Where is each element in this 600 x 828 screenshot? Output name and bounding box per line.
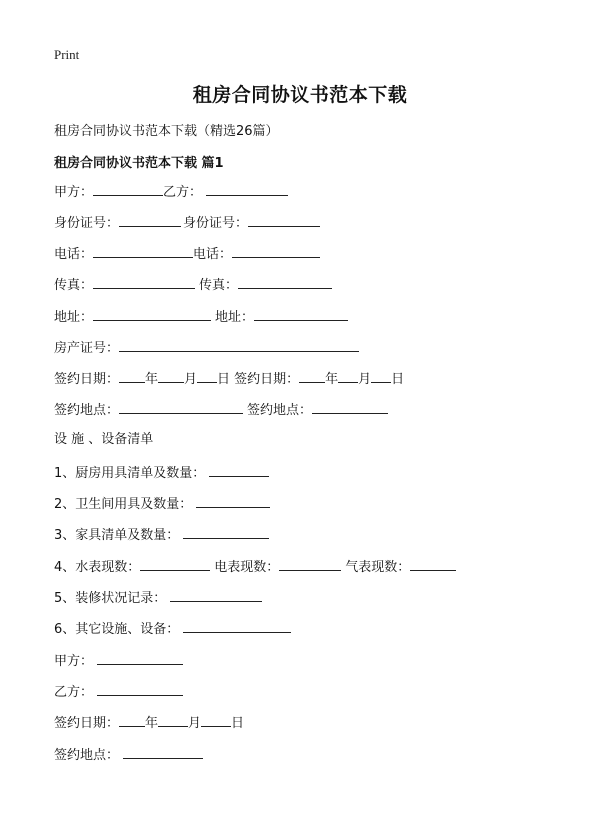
row-item4 xyxy=(54,557,456,577)
day-label: 日 xyxy=(391,372,405,387)
property-cert-label: 房产证号： xyxy=(54,341,120,356)
fax-a-field[interactable] xyxy=(93,275,195,289)
property-cert-field[interactable] xyxy=(119,338,359,352)
phone-b-label: 电话： xyxy=(193,247,233,262)
row-item1 xyxy=(54,463,269,483)
item4-electric-label: 电表现数： xyxy=(214,560,280,575)
address-b-label: 地址： xyxy=(215,310,255,325)
item5-label: 5、装修状况记录： xyxy=(54,591,167,606)
phone-a-label: 电话： xyxy=(54,247,94,262)
row-final-sign-date xyxy=(54,713,244,733)
year-label: 年 xyxy=(145,716,159,731)
item6-label: 6、其它设施、设备： xyxy=(54,622,180,637)
item1-field[interactable] xyxy=(209,463,269,477)
sign-date-a-day-field[interactable] xyxy=(197,369,217,383)
item3-label: 3、家具清单及数量： xyxy=(54,528,180,543)
party-a-sign-field[interactable] xyxy=(97,651,183,665)
row-parties xyxy=(54,182,288,202)
day-label: 日 xyxy=(231,716,245,731)
facilities-title xyxy=(54,431,153,449)
final-sign-date-month-field[interactable] xyxy=(158,713,188,727)
facilities-title-label: 设 施 、设备清单 xyxy=(54,432,154,447)
item4-water-label: 4、水表现数： xyxy=(54,560,141,575)
sign-date-b-year-field[interactable] xyxy=(299,369,325,383)
sign-date-b-month-field[interactable] xyxy=(338,369,358,383)
month-label: 月 xyxy=(184,372,198,387)
final-sign-place-label: 签约地点： xyxy=(54,748,120,763)
id-number-a-label: 身份证号： xyxy=(54,216,120,231)
print-link[interactable]: Print xyxy=(54,47,80,62)
party-a-sign-label: 甲方： xyxy=(54,654,94,669)
sign-date-b-day-field[interactable] xyxy=(371,369,391,383)
month-label: 月 xyxy=(358,372,372,387)
sign-place-b-field[interactable] xyxy=(312,400,388,414)
sign-place-a-label: 签约地点： xyxy=(54,403,120,418)
row-id-numbers xyxy=(54,213,320,233)
item5-field[interactable] xyxy=(170,588,262,602)
day-label: 日 xyxy=(217,372,231,387)
item1-label: 1、厨房用具清单及数量： xyxy=(54,466,206,481)
sign-date-a-year-field[interactable] xyxy=(119,369,145,383)
address-b-field[interactable] xyxy=(254,307,348,321)
year-label: 年 xyxy=(145,372,159,387)
sign-place-b-label: 签约地点： xyxy=(247,403,313,418)
id-number-b-label: 身份证号： xyxy=(183,216,249,231)
row-item6 xyxy=(54,619,291,639)
party-b-sign-field[interactable] xyxy=(97,682,183,696)
row-phones xyxy=(54,244,320,264)
row-sign-places xyxy=(54,400,388,420)
sign-date-b-label: 签约日期： xyxy=(234,372,300,387)
item2-label: 2、卫生间用具及数量： xyxy=(54,497,193,512)
item4-gas-field[interactable] xyxy=(410,557,456,571)
id-number-a-field[interactable] xyxy=(119,213,181,227)
row-item2 xyxy=(54,494,270,514)
final-sign-date-day-field[interactable] xyxy=(201,713,231,727)
fax-b-field[interactable] xyxy=(238,275,332,289)
item3-field[interactable] xyxy=(183,525,269,539)
item4-electric-field[interactable] xyxy=(279,557,341,571)
row-item5 xyxy=(54,588,262,608)
row-party-b-sign xyxy=(54,682,183,702)
row-faxes xyxy=(54,275,332,295)
item4-gas-label: 气表现数： xyxy=(345,560,411,575)
row-sign-dates xyxy=(54,369,404,389)
final-sign-date-year-field[interactable] xyxy=(119,713,145,727)
final-sign-place-field[interactable] xyxy=(123,745,203,759)
item4-water-field[interactable] xyxy=(140,557,210,571)
row-addresses xyxy=(54,307,348,327)
row-final-sign-place xyxy=(54,745,203,765)
party-b-label: 乙方： xyxy=(163,185,203,200)
year-label: 年 xyxy=(325,372,339,387)
id-number-b-field[interactable] xyxy=(248,213,320,227)
page-title: 租房合同协议书范本下载 xyxy=(192,84,408,106)
party-a-field[interactable] xyxy=(93,182,163,196)
sign-date-a-label: 签约日期： xyxy=(54,372,120,387)
month-label: 月 xyxy=(188,716,202,731)
address-a-label: 地址： xyxy=(54,310,94,325)
party-b-field[interactable] xyxy=(206,182,288,196)
address-a-field[interactable] xyxy=(93,307,211,321)
row-item3 xyxy=(54,525,269,545)
party-b-sign-label: 乙方： xyxy=(54,685,94,700)
row-party-a-sign xyxy=(54,651,183,671)
phone-b-field[interactable] xyxy=(232,244,320,258)
phone-a-field[interactable] xyxy=(93,244,193,258)
fax-a-label: 传真： xyxy=(54,278,94,293)
sign-date-a-month-field[interactable] xyxy=(158,369,184,383)
section-heading: 租房合同协议书范本下载 篇1 xyxy=(54,156,224,171)
fax-b-label: 传真： xyxy=(199,278,239,293)
row-property-cert xyxy=(54,338,359,358)
final-sign-date-label: 签约日期： xyxy=(54,716,120,731)
item6-field[interactable] xyxy=(183,619,291,633)
item2-field[interactable] xyxy=(196,494,270,508)
party-a-label: 甲方： xyxy=(54,185,94,200)
page-subtitle: 租房合同协议书范本下载（精选26篇） xyxy=(54,124,279,139)
sign-place-a-field[interactable] xyxy=(119,400,243,414)
